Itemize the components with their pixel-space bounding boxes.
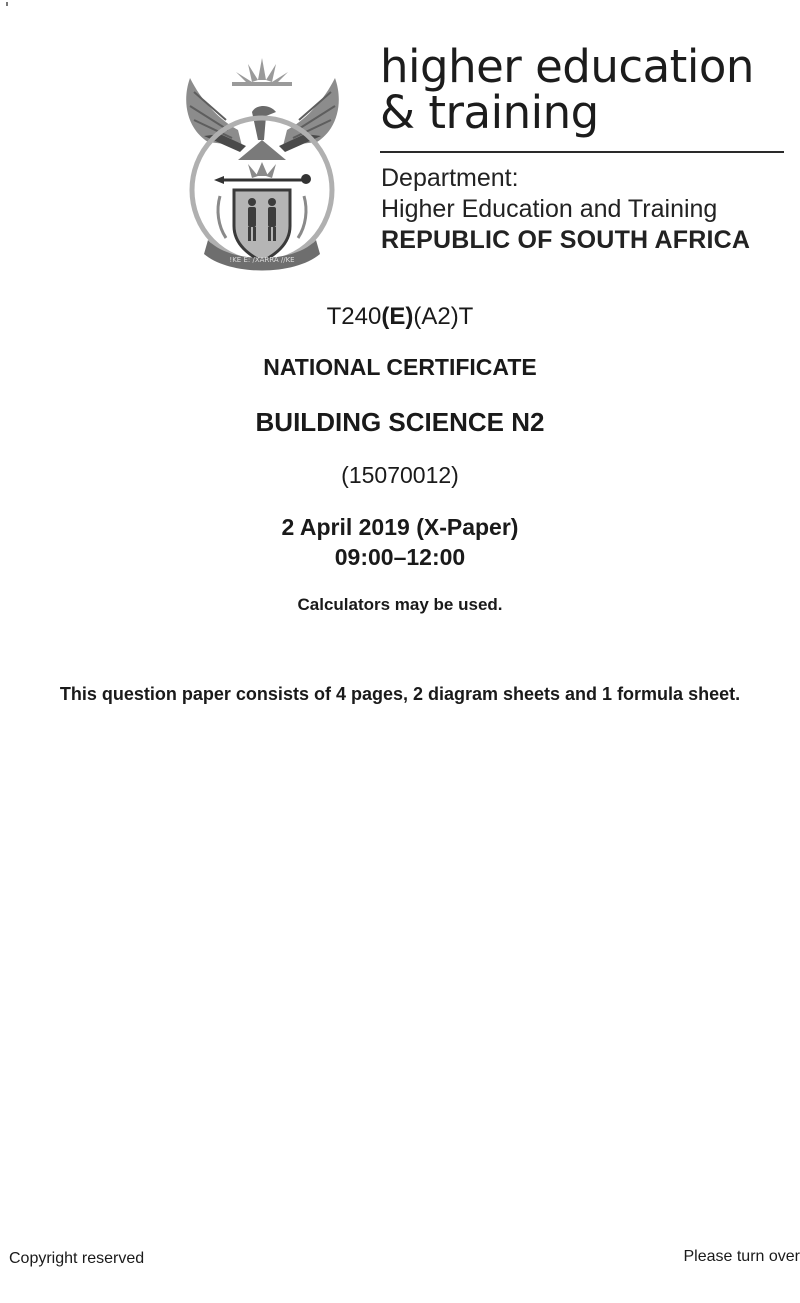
subject-number: (15070012): [341, 462, 459, 488]
department-name: Higher Education and Training: [381, 195, 718, 223]
country-name: REPUBLIC OF SOUTH AFRICA: [381, 226, 751, 254]
paper-code-language: (E): [381, 303, 414, 330]
brand-title: [380, 40, 754, 139]
department-label: Department:: [381, 164, 519, 192]
brand-line-2: & training: [380, 86, 599, 139]
brand-divider: [380, 151, 784, 153]
copyright-notice: Copyright reserved: [9, 1250, 145, 1267]
paper-code: [0, 303, 800, 331]
exam-date-time: [0, 512, 800, 572]
department-block: [381, 163, 750, 256]
motto-text: !KE E: /XARRA //KE: [229, 256, 295, 264]
subject-title: BUILDING SCIENCE N2: [255, 407, 545, 437]
exam-date: 2 April 2019 (X-Paper): [281, 514, 519, 540]
coat-of-arms-logo: [180, 50, 345, 272]
contents-note: This question paper consists of 4 pages, 2 diagram sheets and 1 formula sheet.: [59, 684, 741, 704]
turn-over-notice: Please turn over: [683, 1248, 800, 1265]
calculators-note: Calculators may be used.: [297, 595, 503, 614]
paper-code-suffix: (A2)T: [413, 303, 474, 330]
paper-code-prefix: T240: [326, 303, 382, 330]
brand-line-1: higher education: [380, 40, 754, 93]
certificate-title: NATIONAL CERTIFICATE: [263, 354, 537, 380]
scan-artifact: [6, 2, 8, 6]
exam-time: 09:00–12:00: [334, 544, 466, 570]
south-africa-coat-of-arms-icon: [180, 50, 345, 272]
